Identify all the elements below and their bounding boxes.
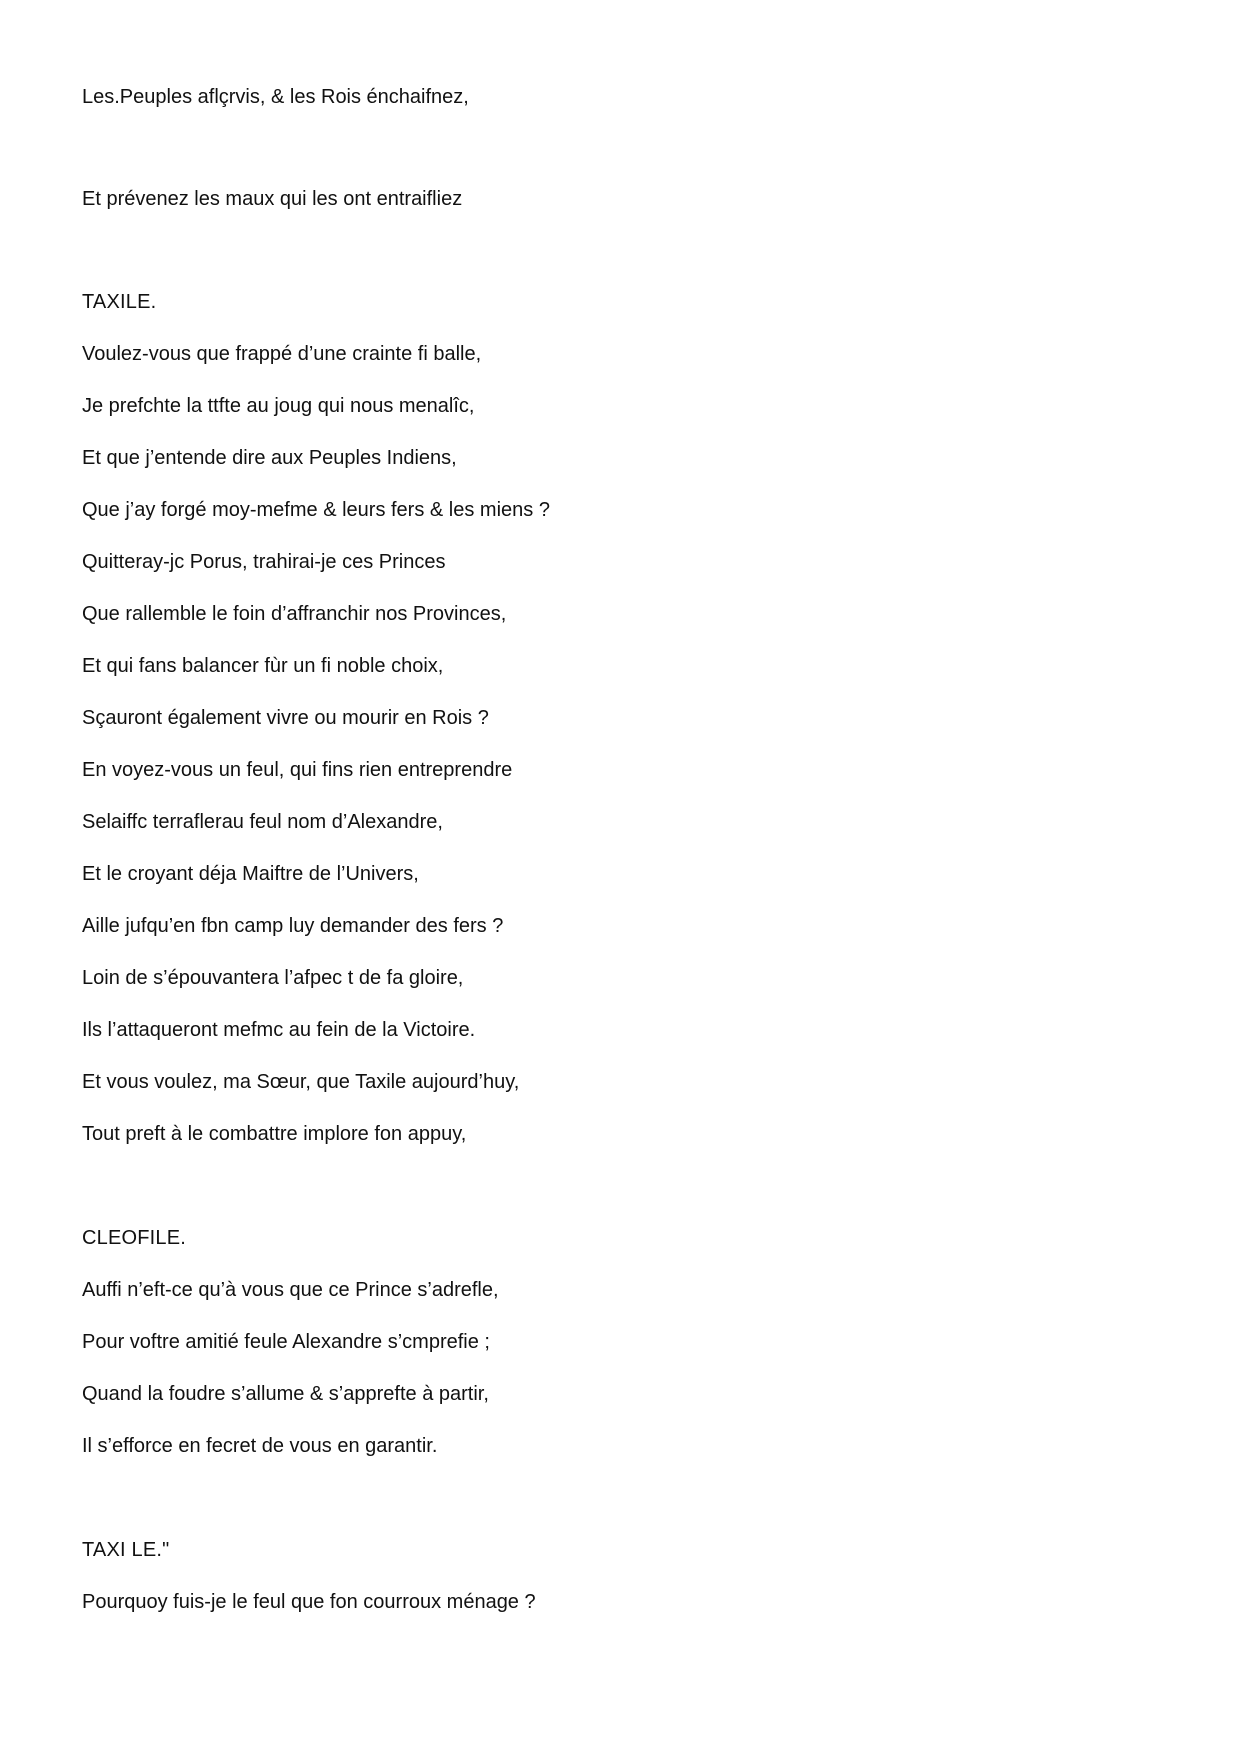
verse-line: En voyez-vous un feul, qui fins rien entreprendre bbox=[82, 759, 513, 781]
verse-line: Pour voftre amitié feule Alexandre s’cmprefie ; bbox=[82, 1331, 490, 1353]
verse-line: Et prévenez les maux qui les ont entraifliez bbox=[82, 188, 463, 210]
speaker-name: TAXILE. bbox=[82, 291, 157, 313]
verse-line: Pourquoy fuis-je le feul que fon courroux ménage ? bbox=[82, 1591, 536, 1613]
verse-line: Quitteray-jc Porus, trahirai-je ces Princes bbox=[82, 551, 446, 573]
verse-line: Et vous voulez, ma Sœur, que Taxile aujourd’huy, bbox=[82, 1071, 520, 1093]
verse-line: Quand la foudre s’allume & s’apprefte à partir, bbox=[82, 1383, 489, 1405]
verse-line: Il s’efforce en fecret de vous en garantir. bbox=[82, 1435, 438, 1457]
verse-line: Les.Peuples aflçrvis, & les Rois énchaifnez, bbox=[82, 86, 469, 108]
verse-line: Ils l’attaqueront mefmc au fein de la Victoire. bbox=[82, 1019, 476, 1041]
verse-line: Que rallemble le foin d’affranchir nos Provinces, bbox=[82, 603, 507, 625]
verse-line: Loin de s’épouvantera l’afpec t de fa gloire, bbox=[82, 967, 464, 989]
verse-line: Et que j’entende dire aux Peuples Indiens, bbox=[82, 447, 457, 469]
verse-line: Je prefchte la ttfte au joug qui nous menalîc, bbox=[82, 395, 475, 417]
verse-line: Aille jufqu’en fbn camp luy demander des fers ? bbox=[82, 915, 504, 937]
verse-line: Voulez-vous que frappé d’une crainte fi balle, bbox=[82, 343, 482, 365]
verse-line: Sçauront également vivre ou mourir en Rois ? bbox=[82, 707, 489, 729]
speaker-name: TAXI LE." bbox=[82, 1539, 170, 1561]
verse-line: Et qui fans balancer fùr un fi noble choix, bbox=[82, 655, 444, 677]
speaker-name: CLEOFILE. bbox=[82, 1227, 187, 1249]
verse-line: Tout preft à le combattre implore fon appuy, bbox=[82, 1123, 467, 1145]
verse-line: Auffi n’eft-ce qu’à vous que ce Prince s’adrefle, bbox=[82, 1279, 499, 1301]
verse-line: Et le croyant déja Maiftre de l’Univers, bbox=[82, 863, 419, 885]
verse-line: Selaiffc terraflerau feul nom d’Alexandre, bbox=[82, 811, 443, 833]
verse-line: Que j’ay forgé moy-mefme & leurs fers & les miens ? bbox=[82, 499, 550, 521]
